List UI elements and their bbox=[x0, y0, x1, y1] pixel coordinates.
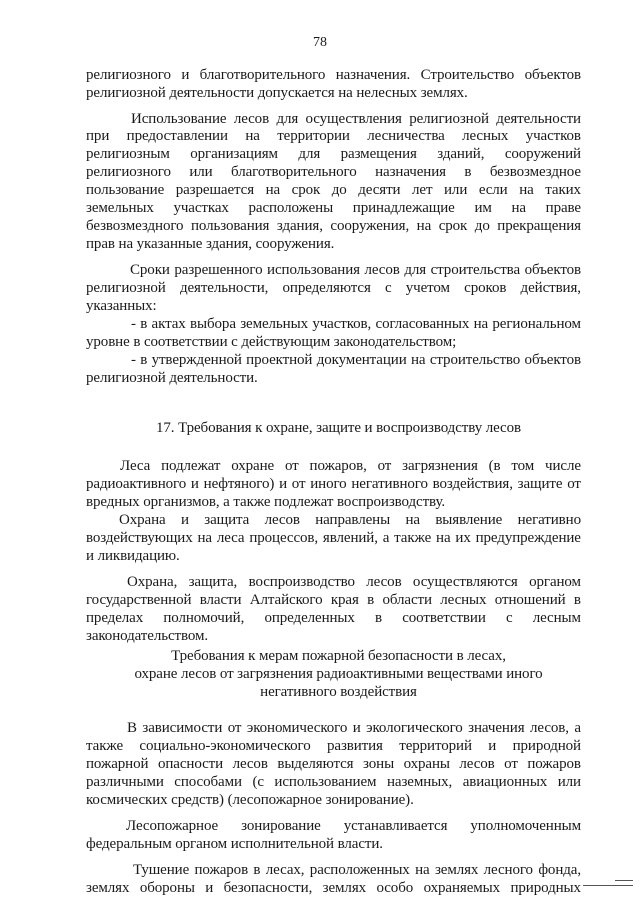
paragraph-line: религиозной деятельности. bbox=[86, 370, 258, 386]
paragraph-line: пользование разрешается на срок до десяти лет или если на таких bbox=[86, 182, 581, 198]
paragraph-line: пожарной опасности лесов выделяются зоны охраны лесов от пожаров bbox=[86, 756, 581, 772]
paragraph-line: религиозным организациям для размещения зданий, сооружений bbox=[86, 146, 581, 162]
paragraph-line: В зависимости от экономического и экологического значения лесов, а bbox=[127, 720, 581, 736]
paragraph-line: Тушение пожаров в лесах, расположенных на землях лесного фонда, bbox=[133, 862, 581, 878]
scan-artifact-line bbox=[583, 885, 633, 886]
section-heading-line: негативного воздействия bbox=[260, 684, 417, 700]
paragraph-line: Сроки разрешенного использования лесов для строительства объектов bbox=[130, 262, 581, 278]
paragraph-line: при предоставлении на территории лесничества лесных участков bbox=[86, 128, 581, 144]
paragraph-line: религиозного и благотворительного назначения. Строительство объектов bbox=[86, 67, 581, 83]
paragraph-line: также социально-экономического развития территорий и природной bbox=[86, 738, 581, 754]
paragraph-line: религиозного или благотворительного назначения в безвозмездное bbox=[86, 164, 581, 180]
paragraph-line: Лесопожарное зонирование устанавливается уполномоченным bbox=[126, 818, 581, 834]
paragraph-line: воздействующих на леса процессов, явлений, а также на их предупреждение bbox=[86, 530, 581, 546]
paragraph-line: безвозмездного пользования здания, сооружения, на срок до прекращения bbox=[86, 218, 581, 234]
paragraph-line: уровне в соответствии с действующим законодательством; bbox=[86, 334, 457, 350]
paragraph-line: - в утвержденной проектной документации на строительство объектов bbox=[131, 352, 581, 368]
paragraph-line: различными способами (с использованием наземных, авиационных или bbox=[86, 774, 581, 790]
section-heading-line: охране лесов от загрязнения радиоактивными веществами иного bbox=[134, 666, 543, 682]
paragraph-line: федеральным органом исполнительной власти. bbox=[86, 836, 383, 852]
paragraph-line: Леса подлежат охране от пожаров, от загрязнения (в том числе bbox=[120, 458, 581, 474]
paragraph-line: землях обороны и безопасности, землях особо охраняемых природных bbox=[86, 880, 581, 896]
page-number: 78 bbox=[313, 35, 327, 50]
paragraph-line: религиозной деятельности, определяются с учетом сроков действия, bbox=[86, 280, 581, 296]
paragraph-line: Использование лесов для осуществления религиозной деятельности bbox=[131, 111, 581, 127]
paragraph-line: земельных участках расположены принадлежащие им на праве bbox=[86, 200, 581, 216]
section-heading-line: Требования к мерам пожарной безопасности в лесах, bbox=[171, 648, 506, 664]
paragraph-line: государственной власти Алтайского края в области лесных отношений в bbox=[86, 592, 581, 608]
paragraph-line: вредных организмов, а также подлежат воспроизводству. bbox=[86, 494, 446, 510]
paragraph-line: радиоактивного и нефтяного) и от иного негативного воздействия, защите от bbox=[86, 476, 581, 492]
paragraph-line: - в актах выбора земельных участков, согласованных на региональном bbox=[131, 316, 581, 332]
paragraph-line: пределах полномочий, определенных в соответствии с лесным bbox=[86, 610, 581, 626]
paragraph-line: законодательством. bbox=[86, 628, 208, 644]
section-heading-line: 17. Требования к охране, защите и воспроизводству лесов bbox=[156, 420, 521, 436]
paragraph-line: указанных: bbox=[86, 298, 157, 314]
paragraph-line: космических средств) (лесопожарное зонирование). bbox=[86, 792, 414, 808]
paragraph-line: и ликвидацию. bbox=[86, 548, 180, 564]
paragraph-line: религиозной деятельности допускается на нелесных землях. bbox=[86, 85, 468, 101]
paragraph-line: прав на указанные здания, сооружения. bbox=[86, 236, 335, 252]
scan-artifact-line bbox=[615, 880, 633, 881]
paragraph-line: Охрана, защита, воспроизводство лесов осуществляются органом bbox=[127, 574, 581, 590]
paragraph-line: Охрана и защита лесов направлены на выявление негативно bbox=[119, 512, 581, 528]
